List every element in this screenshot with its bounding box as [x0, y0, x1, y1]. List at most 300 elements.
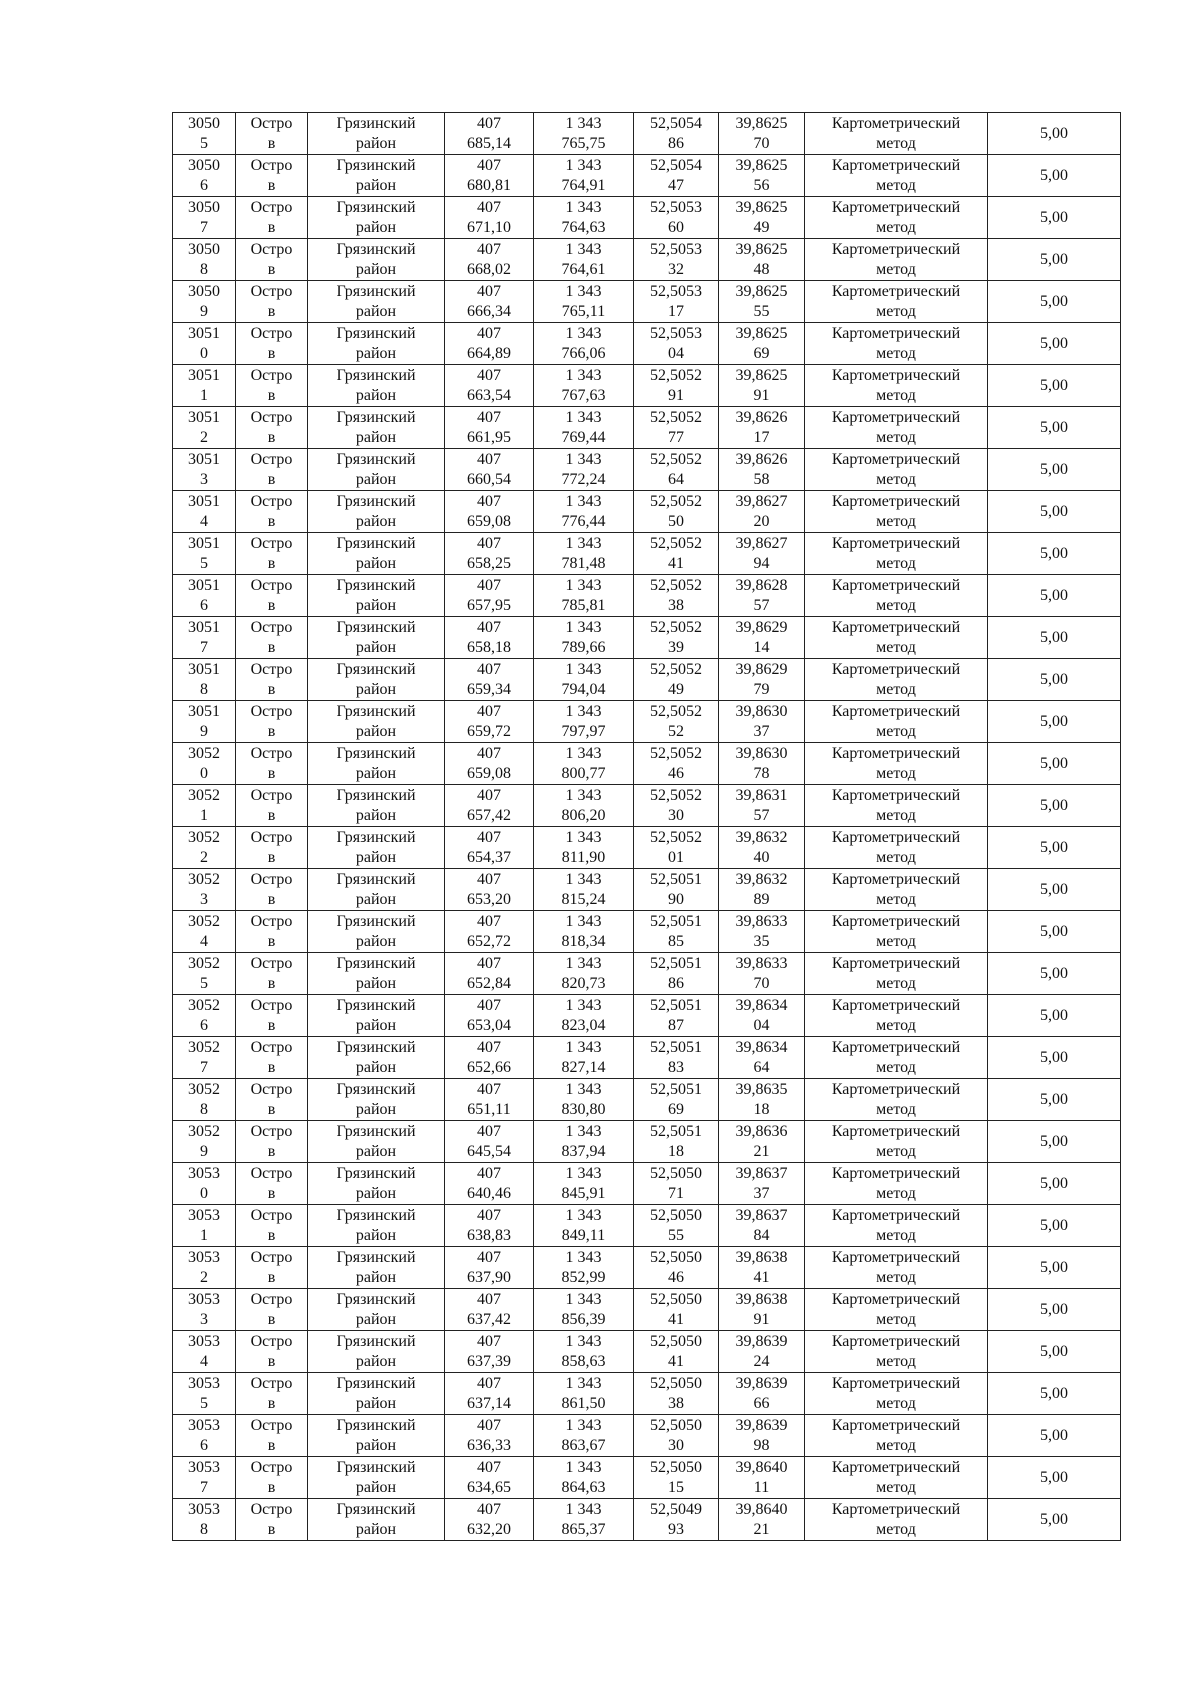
latitude-cell-line: 52 — [668, 722, 684, 740]
method-cell-line: Картометрический — [831, 114, 961, 132]
method-cell-line: Картометрический — [831, 1416, 961, 1434]
point-number-cell-line: 3051 — [188, 408, 220, 426]
district-cell — [308, 365, 445, 407]
x-coordinate-cell-line: 658,25 — [467, 554, 511, 572]
method-cell — [805, 1457, 988, 1499]
point-number-cell-line: 7 — [200, 218, 208, 236]
x-coordinate-cell-line: 661,95 — [467, 428, 511, 446]
latitude-cell-line: 52,5052 — [650, 828, 702, 846]
object-type-cell-line: Остро — [250, 912, 293, 930]
latitude-cell-line: 52,5050 — [650, 1206, 702, 1224]
latitude-cell-line: 46 — [668, 1268, 684, 1286]
method-cell-line: Картометрический — [831, 660, 961, 678]
district-cell-line: район — [355, 890, 397, 908]
district-cell-line: Грязинский — [336, 702, 416, 720]
longitude-cell-line: 39,8627 — [735, 492, 788, 510]
x-coordinate-cell — [445, 323, 534, 365]
x-coordinate-cell-line: 407 — [477, 870, 501, 888]
method-cell-line: метод — [876, 638, 916, 656]
district-cell — [308, 1247, 445, 1289]
point-number-cell-line: 8 — [200, 1520, 208, 1538]
object-type-cell-line: в — [267, 764, 276, 782]
x-coordinate-cell — [445, 827, 534, 869]
point-number-cell — [173, 1079, 236, 1121]
x-coordinate-cell-line: 657,95 — [467, 596, 511, 614]
method-cell-line: Картометрический — [831, 1290, 961, 1308]
method-cell — [805, 1037, 988, 1079]
y-coordinate-cell-line: 1 343 — [565, 786, 602, 804]
point-number-cell-line: 1 — [200, 806, 208, 824]
district-cell-line: район — [355, 1100, 397, 1118]
object-type-cell-line: Остро — [250, 1122, 293, 1140]
latitude-cell-line: 86 — [668, 974, 684, 992]
point-number-cell — [173, 239, 236, 281]
object-type-cell-line: в — [267, 1184, 276, 1202]
longitude-cell — [719, 449, 805, 491]
method-cell-line: метод — [876, 932, 916, 950]
district-cell-line: район — [355, 1352, 397, 1370]
y-coordinate-cell-line: 827,14 — [561, 1058, 606, 1076]
district-cell — [308, 449, 445, 491]
district-cell-line: район — [355, 974, 397, 992]
y-coordinate-cell-line: 1 343 — [565, 576, 602, 594]
point-number-cell — [173, 1163, 236, 1205]
y-coordinate-cell-line: 776,44 — [561, 512, 606, 530]
x-coordinate-cell-line: 407 — [477, 1332, 501, 1350]
longitude-cell-line: 39,8638 — [735, 1248, 788, 1266]
latitude-cell-line: 04 — [668, 344, 684, 362]
table-row — [173, 1121, 1121, 1163]
y-coordinate-cell-line: 818,34 — [561, 932, 606, 950]
object-type-cell-line: Остро — [250, 492, 293, 510]
longitude-cell-line: 58 — [753, 470, 770, 488]
latitude-cell-line: 52,5051 — [650, 870, 702, 888]
point-number-cell-line: 2 — [200, 1268, 208, 1286]
object-type-cell-line: в — [267, 176, 276, 194]
method-cell — [805, 1247, 988, 1289]
method-cell-line: метод — [876, 1478, 916, 1496]
x-coordinate-cell — [445, 407, 534, 449]
district-cell-line: Грязинский — [336, 954, 416, 972]
latitude-cell — [634, 323, 719, 365]
latitude-cell — [634, 491, 719, 533]
table-row — [173, 827, 1121, 869]
x-coordinate-cell-line: 407 — [477, 198, 501, 216]
accuracy-cell: 5,00 — [988, 323, 1121, 365]
object-type-cell — [236, 785, 308, 827]
method-cell-line: метод — [876, 176, 916, 194]
object-type-cell — [236, 1331, 308, 1373]
object-type-cell — [236, 1205, 308, 1247]
latitude-cell — [634, 1163, 719, 1205]
method-cell-line: Картометрический — [831, 1248, 961, 1266]
district-cell-line: Грязинский — [336, 366, 416, 384]
longitude-cell — [719, 1121, 805, 1163]
method-cell — [805, 449, 988, 491]
table-row — [173, 1247, 1121, 1289]
accuracy-cell: 5,00 — [988, 659, 1121, 701]
y-coordinate-cell — [534, 1079, 634, 1121]
point-number-cell — [173, 491, 236, 533]
latitude-cell — [634, 239, 719, 281]
latitude-cell — [634, 701, 719, 743]
object-type-cell-line: в — [267, 428, 276, 446]
point-number-cell — [173, 995, 236, 1037]
longitude-cell — [719, 113, 805, 155]
method-cell-line: метод — [876, 764, 916, 782]
longitude-cell-line: 91 — [753, 386, 770, 404]
point-number-cell-line: 9 — [200, 1142, 208, 1160]
table-row — [173, 407, 1121, 449]
method-cell — [805, 827, 988, 869]
point-number-cell-line: 9 — [200, 302, 208, 320]
district-cell-line: Грязинский — [336, 492, 416, 510]
longitude-cell — [719, 1163, 805, 1205]
latitude-cell-line: 18 — [668, 1142, 684, 1160]
point-number-cell-line: 3053 — [188, 1206, 220, 1224]
point-number-cell — [173, 113, 236, 155]
latitude-cell — [634, 1289, 719, 1331]
district-cell-line: Грязинский — [336, 1248, 416, 1266]
y-coordinate-cell — [534, 1121, 634, 1163]
district-cell — [308, 785, 445, 827]
district-cell-line: район — [355, 1184, 397, 1202]
y-coordinate-cell — [534, 659, 634, 701]
x-coordinate-cell — [445, 1205, 534, 1247]
object-type-cell — [236, 1457, 308, 1499]
district-cell-line: Грязинский — [336, 408, 416, 426]
x-coordinate-cell-line: 407 — [477, 534, 501, 552]
longitude-cell-line: 49 — [753, 218, 770, 236]
point-number-cell-line: 4 — [200, 1352, 208, 1370]
district-cell — [308, 533, 445, 575]
point-number-cell — [173, 1499, 236, 1541]
point-number-cell — [173, 575, 236, 617]
district-cell-line: район — [355, 1394, 397, 1412]
point-number-cell — [173, 617, 236, 659]
latitude-cell-line: 52,5052 — [650, 534, 702, 552]
x-coordinate-cell-line: 654,37 — [467, 848, 511, 866]
x-coordinate-cell-line: 407 — [477, 1080, 501, 1098]
x-coordinate-cell — [445, 743, 534, 785]
latitude-cell-line: 55 — [668, 1226, 684, 1244]
table-row — [173, 911, 1121, 953]
latitude-cell-line: 49 — [668, 680, 684, 698]
latitude-cell-line: 52,5051 — [650, 912, 702, 930]
point-number-cell-line: 3053 — [188, 1458, 220, 1476]
x-coordinate-cell-line: 637,14 — [467, 1394, 511, 1412]
object-type-cell-line: Остро — [250, 282, 293, 300]
x-coordinate-cell-line: 652,66 — [467, 1058, 511, 1076]
y-coordinate-cell-line: 849,11 — [561, 1226, 606, 1244]
latitude-cell — [634, 617, 719, 659]
method-cell-line: метод — [876, 890, 916, 908]
latitude-cell — [634, 1373, 719, 1415]
district-cell-line: район — [355, 302, 397, 320]
longitude-cell — [719, 785, 805, 827]
object-type-cell-line: в — [267, 1058, 276, 1076]
method-cell — [805, 323, 988, 365]
y-coordinate-cell-line: 764,61 — [561, 260, 606, 278]
method-cell-line: Картометрический — [831, 786, 961, 804]
object-type-cell — [236, 281, 308, 323]
x-coordinate-cell-line: 407 — [477, 744, 501, 762]
method-cell — [805, 869, 988, 911]
object-type-cell — [236, 239, 308, 281]
x-coordinate-cell-line: 407 — [477, 1458, 501, 1476]
latitude-cell — [634, 1037, 719, 1079]
x-coordinate-cell-line: 680,81 — [467, 176, 511, 194]
latitude-cell-line: 52,5053 — [650, 198, 702, 216]
latitude-cell-line: 52,5050 — [650, 1248, 702, 1266]
district-cell-line: район — [355, 806, 397, 824]
latitude-cell-line: 83 — [668, 1058, 684, 1076]
x-coordinate-cell — [445, 953, 534, 995]
point-number-cell-line: 6 — [200, 176, 208, 194]
district-cell-line: Грязинский — [336, 786, 416, 804]
latitude-cell — [634, 1247, 719, 1289]
latitude-cell-line: 52,5052 — [650, 450, 702, 468]
y-coordinate-cell — [534, 1331, 634, 1373]
method-cell-line: Картометрический — [831, 534, 961, 552]
point-number-cell-line: 3051 — [188, 366, 220, 384]
y-coordinate-cell-line: 1 343 — [565, 1290, 602, 1308]
method-cell — [805, 407, 988, 449]
latitude-cell — [634, 155, 719, 197]
longitude-cell-line: 39,8640 — [735, 1500, 788, 1518]
y-coordinate-cell-line: 1 343 — [565, 198, 602, 216]
point-number-cell — [173, 365, 236, 407]
district-cell-line: район — [355, 344, 397, 362]
object-type-cell-line: в — [267, 1478, 276, 1496]
x-coordinate-cell — [445, 1331, 534, 1373]
method-cell — [805, 365, 988, 407]
longitude-cell — [719, 1373, 805, 1415]
x-coordinate-cell — [445, 281, 534, 323]
y-coordinate-cell-line: 767,63 — [561, 386, 606, 404]
y-coordinate-cell — [534, 1247, 634, 1289]
x-coordinate-cell — [445, 617, 534, 659]
latitude-cell-line: 52,5052 — [650, 702, 702, 720]
accuracy-cell: 5,00 — [988, 281, 1121, 323]
y-coordinate-cell-line: 1 343 — [565, 954, 602, 972]
table-row — [173, 239, 1121, 281]
object-type-cell-line: в — [267, 932, 276, 950]
object-type-cell — [236, 659, 308, 701]
latitude-cell-line: 52,5053 — [650, 240, 702, 258]
object-type-cell-line: Остро — [250, 1416, 293, 1434]
point-number-cell — [173, 407, 236, 449]
y-coordinate-cell-line: 863,67 — [561, 1436, 606, 1454]
x-coordinate-cell — [445, 1457, 534, 1499]
y-coordinate-cell-line: 1 343 — [565, 1122, 602, 1140]
table-row — [173, 659, 1121, 701]
method-cell-line: Картометрический — [831, 156, 961, 174]
x-coordinate-cell-line: 659,08 — [467, 764, 511, 782]
y-coordinate-cell-line: 1 343 — [565, 366, 602, 384]
method-cell-line: Картометрический — [831, 1080, 961, 1098]
y-coordinate-cell — [534, 365, 634, 407]
x-coordinate-cell — [445, 113, 534, 155]
table-row — [173, 1205, 1121, 1247]
accuracy-cell: 5,00 — [988, 953, 1121, 995]
object-type-cell-line: в — [267, 1436, 276, 1454]
latitude-cell-line: 17 — [668, 302, 684, 320]
x-coordinate-cell-line: 652,72 — [467, 932, 511, 950]
y-coordinate-cell-line: 794,04 — [561, 680, 606, 698]
y-coordinate-cell — [534, 239, 634, 281]
method-cell-line: метод — [876, 1100, 916, 1118]
method-cell — [805, 743, 988, 785]
y-coordinate-cell-line: 764,63 — [561, 218, 606, 236]
point-number-cell-line: 3051 — [188, 618, 220, 636]
district-cell — [308, 1331, 445, 1373]
method-cell-line: метод — [876, 596, 916, 614]
accuracy-cell: 5,00 — [988, 1373, 1121, 1415]
accuracy-cell: 5,00 — [988, 995, 1121, 1037]
latitude-cell-line: 46 — [668, 764, 684, 782]
x-coordinate-cell-line: 407 — [477, 786, 501, 804]
point-number-cell — [173, 869, 236, 911]
object-type-cell-line: Остро — [250, 576, 293, 594]
y-coordinate-cell-line: 861,50 — [561, 1394, 606, 1412]
object-type-cell — [236, 533, 308, 575]
object-type-cell — [236, 827, 308, 869]
latitude-cell — [634, 1415, 719, 1457]
latitude-cell-line: 52,5052 — [650, 660, 702, 678]
method-cell-line: метод — [876, 470, 916, 488]
latitude-cell-line: 52,5052 — [650, 618, 702, 636]
point-number-cell-line: 3050 — [188, 114, 220, 132]
method-cell-line: Картометрический — [831, 996, 961, 1014]
point-number-cell-line: 8 — [200, 1100, 208, 1118]
object-type-cell — [236, 911, 308, 953]
method-cell — [805, 575, 988, 617]
method-cell — [805, 1373, 988, 1415]
y-coordinate-cell — [534, 1205, 634, 1247]
longitude-cell-line: 55 — [753, 302, 770, 320]
district-cell-line: Грязинский — [336, 744, 416, 762]
object-type-cell — [236, 995, 308, 1037]
latitude-cell-line: 91 — [668, 386, 684, 404]
x-coordinate-cell-line: 671,10 — [467, 218, 511, 236]
latitude-cell-line: 30 — [668, 806, 684, 824]
district-cell-line: район — [355, 218, 397, 236]
point-number-cell — [173, 155, 236, 197]
y-coordinate-cell-line: 772,24 — [561, 470, 606, 488]
x-coordinate-cell-line: 660,54 — [467, 470, 511, 488]
y-coordinate-cell-line: 1 343 — [565, 240, 602, 258]
point-number-cell-line: 3053 — [188, 1290, 220, 1308]
latitude-cell-line: 52,5050 — [650, 1374, 702, 1392]
y-coordinate-cell — [534, 197, 634, 239]
latitude-cell-line: 52,5052 — [650, 576, 702, 594]
longitude-cell-line: 39,8629 — [735, 660, 788, 678]
y-coordinate-cell — [534, 995, 634, 1037]
latitude-cell-line: 52,5052 — [650, 786, 702, 804]
object-type-cell — [236, 869, 308, 911]
accuracy-cell: 5,00 — [988, 1079, 1121, 1121]
accuracy-cell: 5,00 — [988, 113, 1121, 155]
point-number-cell-line: 3051 — [188, 450, 220, 468]
x-coordinate-cell-line: 653,04 — [467, 1016, 511, 1034]
accuracy-cell: 5,00 — [988, 365, 1121, 407]
y-coordinate-cell-line: 1 343 — [565, 912, 602, 930]
point-number-cell-line: 5 — [200, 554, 208, 572]
district-cell-line: Грязинский — [336, 1416, 416, 1434]
method-cell — [805, 701, 988, 743]
object-type-cell-line: в — [267, 1394, 276, 1412]
method-cell-line: Картометрический — [831, 1206, 961, 1224]
point-number-cell — [173, 1205, 236, 1247]
district-cell — [308, 911, 445, 953]
x-coordinate-cell-line: 637,39 — [467, 1352, 511, 1370]
district-cell-line: Грязинский — [336, 534, 416, 552]
district-cell-line: Грязинский — [336, 1080, 416, 1098]
longitude-cell-line: 41 — [753, 1268, 770, 1286]
y-coordinate-cell-line: 1 343 — [565, 1206, 602, 1224]
latitude-cell-line: 52,5051 — [650, 1122, 702, 1140]
y-coordinate-cell-line: 1 343 — [565, 324, 602, 342]
y-coordinate-cell — [534, 155, 634, 197]
point-number-cell — [173, 743, 236, 785]
longitude-cell-line: 39,8637 — [735, 1206, 788, 1224]
method-cell-line: метод — [876, 260, 916, 278]
latitude-cell — [634, 1331, 719, 1373]
y-coordinate-cell — [534, 827, 634, 869]
latitude-cell-line: 52,5051 — [650, 954, 702, 972]
accuracy-cell: 5,00 — [988, 449, 1121, 491]
method-cell-line: Картометрический — [831, 954, 961, 972]
longitude-cell-line: 39,8625 — [735, 366, 788, 384]
latitude-cell-line: 52,5052 — [650, 744, 702, 762]
latitude-cell-line: 86 — [668, 134, 684, 152]
x-coordinate-cell-line: 640,46 — [467, 1184, 511, 1202]
accuracy-cell: 5,00 — [988, 1289, 1121, 1331]
longitude-cell-line: 48 — [753, 260, 770, 278]
y-coordinate-cell-line: 1 343 — [565, 156, 602, 174]
district-cell-line: район — [355, 848, 397, 866]
y-coordinate-cell-line: 1 343 — [565, 1416, 602, 1434]
district-cell — [308, 239, 445, 281]
method-cell-line: метод — [876, 344, 916, 362]
object-type-cell-line: Остро — [250, 408, 293, 426]
longitude-cell — [719, 1331, 805, 1373]
object-type-cell-line: в — [267, 1142, 276, 1160]
district-cell — [308, 701, 445, 743]
y-coordinate-cell — [534, 617, 634, 659]
object-type-cell-line: в — [267, 134, 276, 152]
longitude-cell-line: 40 — [753, 848, 770, 866]
object-type-cell — [236, 1163, 308, 1205]
object-type-cell — [236, 1247, 308, 1289]
latitude-cell-line: 41 — [668, 1310, 684, 1328]
latitude-cell-line: 38 — [668, 596, 684, 614]
district-cell — [308, 827, 445, 869]
point-number-cell-line: 1 — [200, 1226, 208, 1244]
accuracy-cell: 5,00 — [988, 911, 1121, 953]
latitude-cell — [634, 365, 719, 407]
latitude-cell — [634, 1079, 719, 1121]
longitude-cell — [719, 365, 805, 407]
table-row — [173, 1373, 1121, 1415]
object-type-cell — [236, 953, 308, 995]
y-coordinate-cell-line: 1 343 — [565, 408, 602, 426]
x-coordinate-cell-line: 664,89 — [467, 344, 511, 362]
method-cell-line: Картометрический — [831, 408, 961, 426]
latitude-cell-line: 38 — [668, 1394, 684, 1412]
object-type-cell-line: в — [267, 806, 276, 824]
